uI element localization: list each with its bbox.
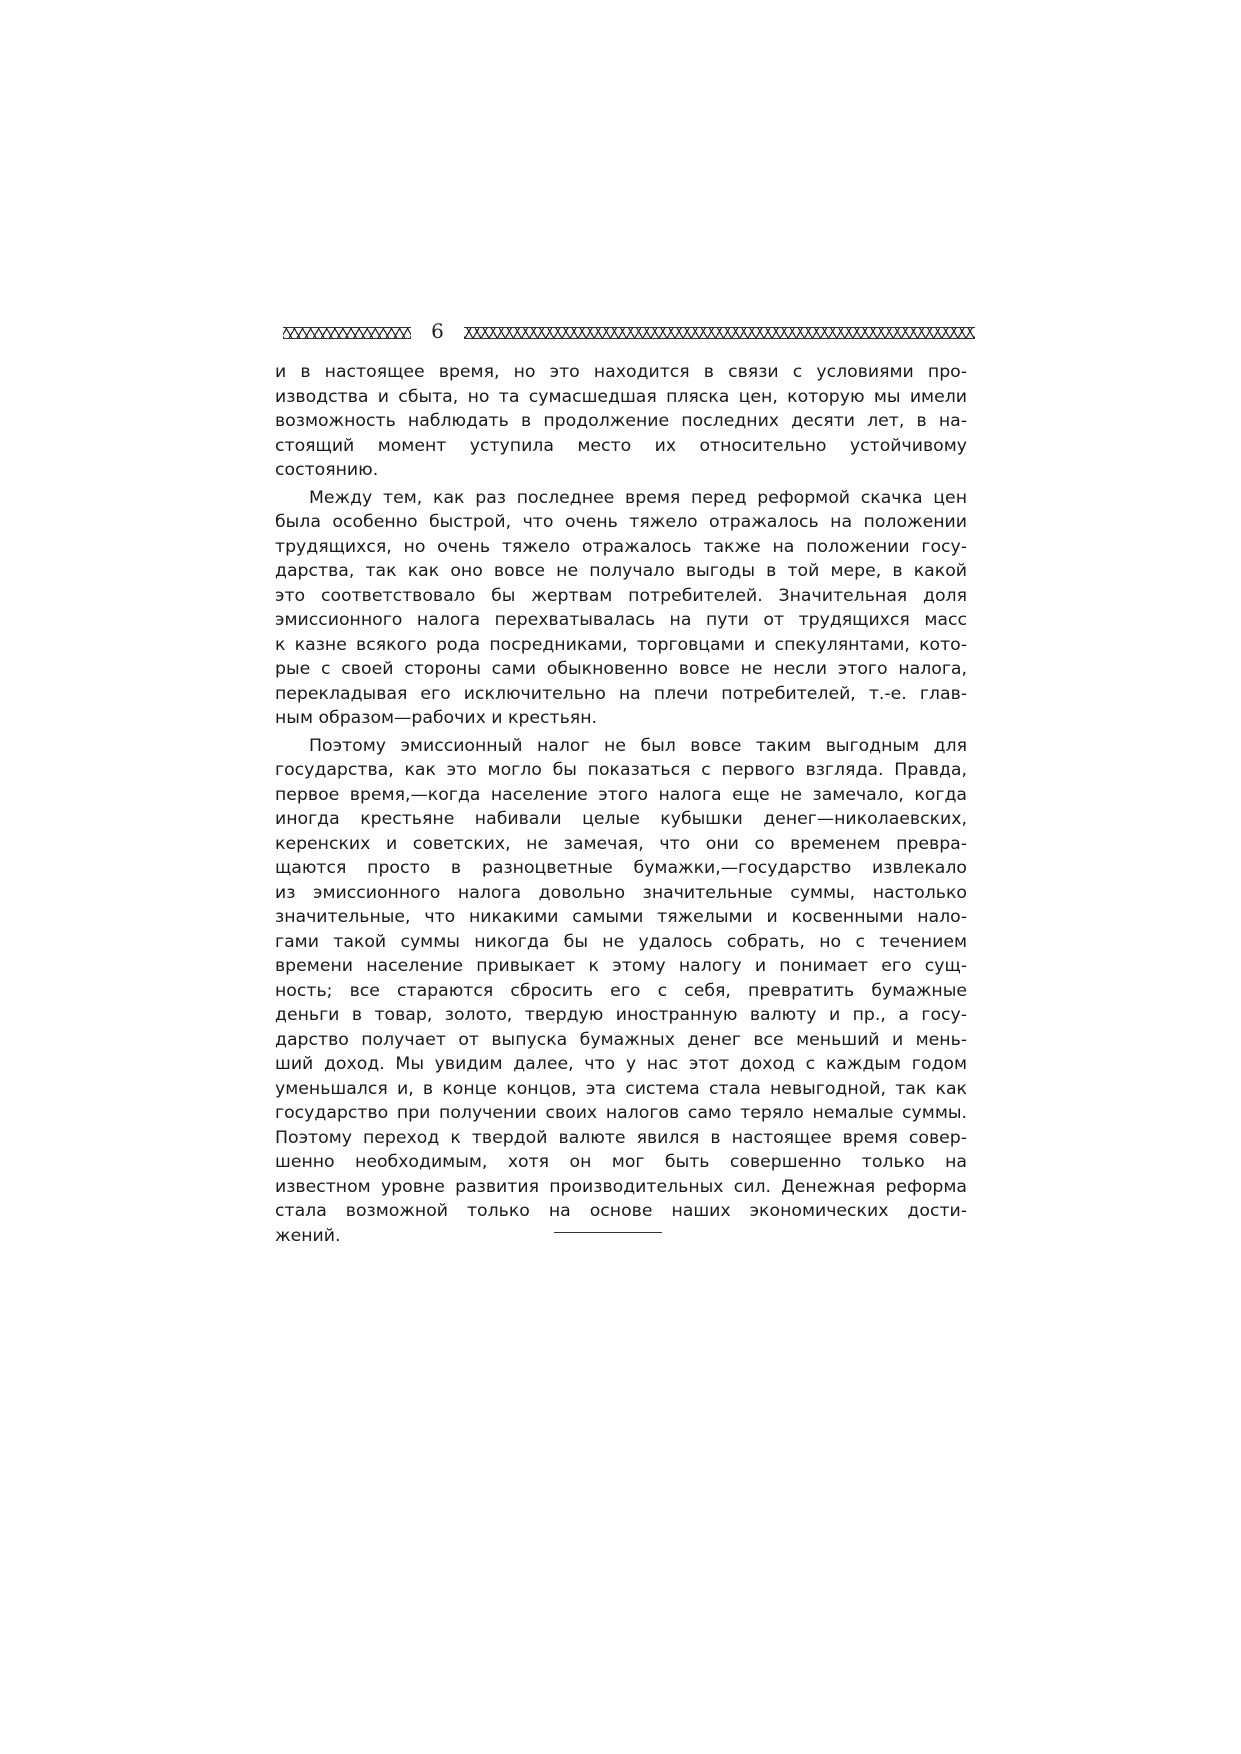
text-line: это соответствовало бы жертвам потребителей. Значительная доля [275,585,967,606]
text-line: керенских и советских, не замечая, что они со временем превра- [275,833,967,854]
text-line: жений. [275,1225,341,1246]
text-line: состоянию. [275,460,379,480]
text-line: государство при получении своих налогов само теряло немалые суммы. [275,1103,967,1123]
text-line: значительные, что никакими самыми тяжелыми и косвенными нало- [275,907,967,927]
text-line: стала возможной только на основе наших экономических дости- [275,1201,967,1221]
text-line: деньги в товар, золото, твердую иностранную валюту и пр., а госу- [275,1005,967,1025]
text-line: стоящий момент уступила место их относительно устойчивому [275,435,967,456]
text-line: государства, как это могло бы показаться с первого взгляда. Правда, [275,760,967,780]
paragraph-2 [275,486,967,731]
page-number: 6 [431,319,444,343]
paragraph-3 [275,734,967,1249]
text-line: и в настоящее время, но это находится в связи с условиями про- [275,362,967,382]
text-line: ность; все стараются сбросить его с себя, превратить бумажные [275,980,967,1001]
text-line: трудящихся, но очень тяжело отражалось также на положении госу- [275,536,967,557]
body-text [275,360,967,1248]
text-line: эмиссионного налога перехватывалась на пути от трудящихся масс [275,610,967,630]
text-line: шенно необходимым, хотя он мог быть совершенно только на [275,1152,967,1172]
text-line: из эмиссионного налога довольно значительные суммы, настолько [275,882,967,903]
text-line: Поэтому эмиссионный налог не был вовсе таким выгодным для [309,735,967,756]
paragraph-1 [275,360,967,483]
text-line: была особенно быстрой, что очень тяжело отражалось на положении [275,512,967,532]
text-line: Поэтому переход к твердой валюте явился в настоящее время совер- [275,1127,967,1148]
text-line: первое время,—когда население этого налога еще не замечало, когда [275,784,967,805]
text-line: изводства и сбыта, но та сумасшедшая пляска цен, которую мы имели [275,386,967,407]
text-line: возможность наблюдать в продолжение последних десяти лет, в на- [275,411,967,431]
running-header [283,318,975,344]
text-line: перекладывая его исключительно на плечи потребителей, т.-е. глав- [275,683,967,704]
text-line: уменьшался и, в конце концов, эта система стала невыгодной, так как [275,1078,967,1099]
text-line: Между тем, как раз последнее время перед реформой скачка цен [309,487,967,508]
text-line: щаются просто в разноцветные бумажки,—государство извлекало [275,858,967,878]
text-line: иногда крестьяне набивали целые кубышки денег—николаевских, [275,809,967,829]
ornament-border-left [283,327,411,339]
text-line: дарства, так как оно вовсе не получало выгоды в той мере, в какой [275,561,967,581]
text-line: времени население привыкает к этому налогу и понимает его сущ- [275,956,967,976]
end-rule-divider [554,1232,662,1233]
text-line: известном уровне развития производительных сил. Денежная реформа [275,1176,967,1197]
text-line: ным образом—рабочих и крестьян. [275,708,597,728]
text-line: к казне всякого рода посредниками, торговцами и спекулянтами, кото- [275,634,967,655]
text-line: рые с своей стороны сами обыкновенно вовсе не несли этого налога, [275,659,967,679]
text-line: гами такой суммы никогда бы не удалось собрать, но с течением [275,931,967,952]
text-line: ший доход. Мы увидим далее, что у нас этот доход с каждым годом [275,1054,967,1074]
text-line: дарство получает от выпуска бумажных денег все меньший и мень- [275,1029,967,1050]
ornament-border-right [464,327,975,339]
